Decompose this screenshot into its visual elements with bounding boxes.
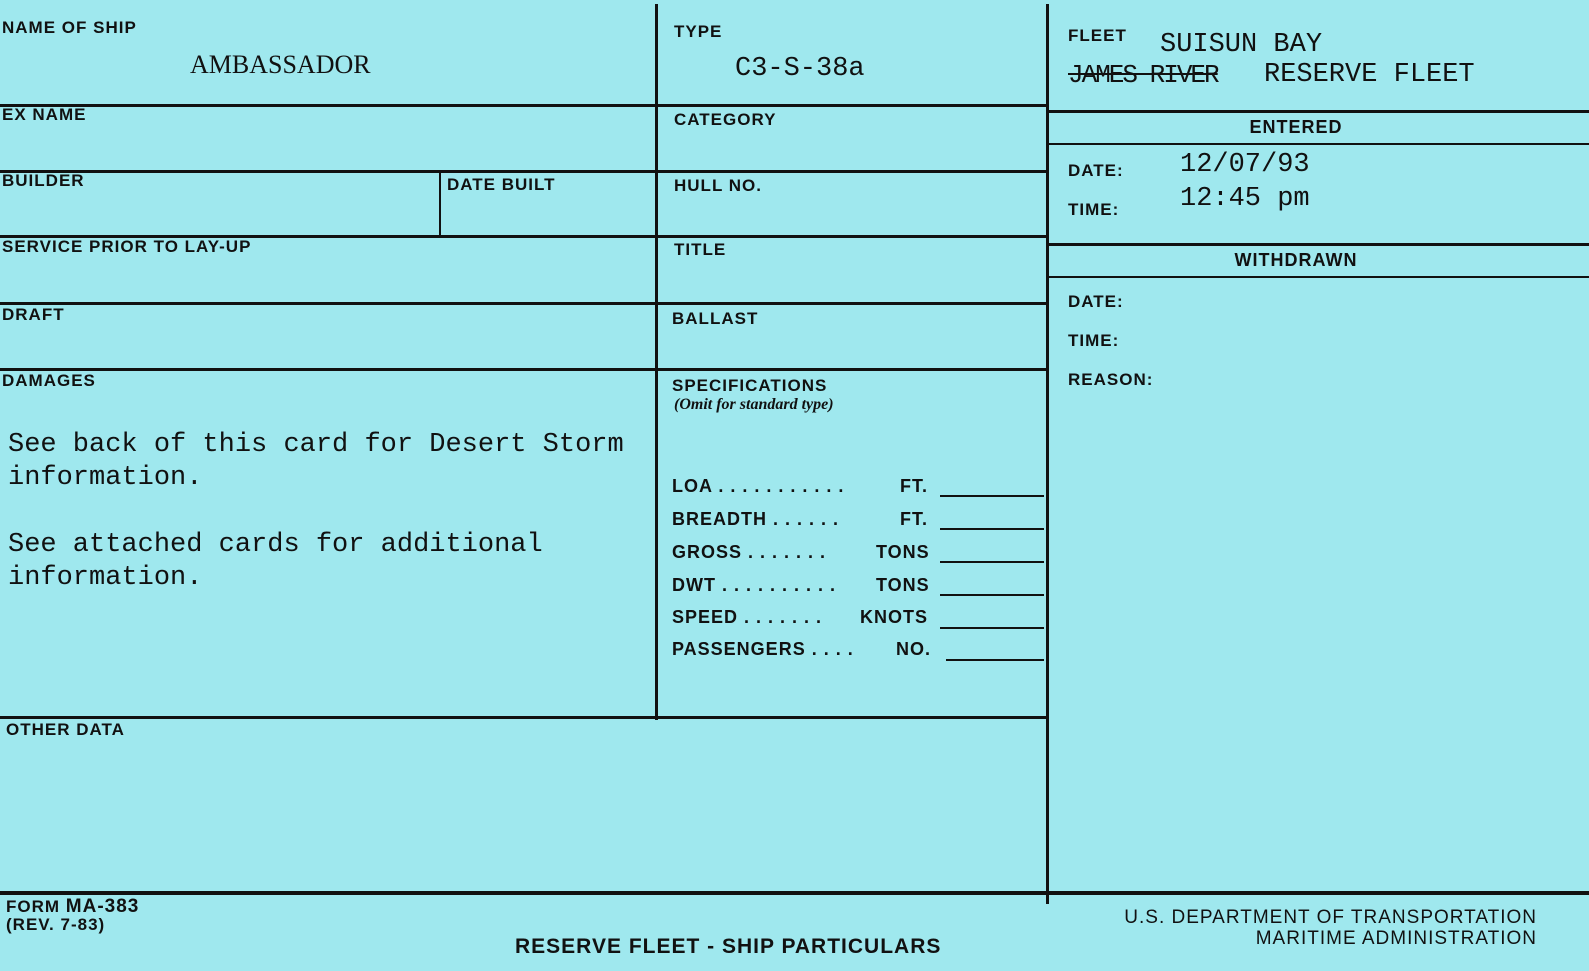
entered-time-value: 12:45 pm [1180, 184, 1310, 214]
spec-field-dwt [940, 594, 1044, 596]
spec-field-passengers [946, 659, 1044, 661]
department-name: U.S. DEPARTMENT OF TRANSPORTATION [1124, 907, 1537, 928]
spec-label: DWT . . . . . . . . . . [672, 575, 837, 595]
spec-unit: KNOTS [860, 607, 928, 627]
spec-row-dwt [672, 575, 930, 596]
form-revision: (REV. 7-83) [6, 915, 106, 934]
damages-note-2: See attached cards for additional [8, 530, 543, 560]
entered-date-value: 12/07/93 [1180, 150, 1310, 180]
divider-left-column [655, 4, 658, 720]
label-ex-name: EX NAME [2, 105, 87, 124]
divider-builder-date [439, 172, 441, 236]
rule-row2 [0, 170, 1046, 173]
label-fleet: FLEET [1068, 26, 1127, 45]
form-prefix: FORM [6, 897, 61, 916]
spec-label: LOA . . . . . . . . . . . [672, 476, 845, 496]
fleet-line1-value: SUISUN BAY [1160, 30, 1323, 60]
spec-row-breadth [672, 509, 928, 530]
spec-row-gross [672, 542, 930, 563]
label-withdrawn-time: TIME: [1068, 331, 1120, 350]
administration-name: MARITIME ADMINISTRATION [1255, 928, 1537, 949]
spec-label: BREADTH . . . . . . [672, 509, 840, 529]
spec-unit: NO. [896, 639, 932, 659]
damages-note-1b: information. [8, 463, 203, 493]
damages-note-2b: information. [8, 563, 203, 593]
divider-right-column [1046, 4, 1049, 904]
rule-row6 [0, 716, 1046, 719]
label-name-of-ship: NAME OF SHIP [2, 18, 137, 37]
spec-unit: FT. [900, 509, 928, 529]
spec-label: GROSS . . . . . . . [672, 542, 827, 562]
label-withdrawn: WITHDRAWN [1234, 250, 1358, 270]
label-damages: DAMAGES [2, 371, 96, 390]
spec-field-gross [940, 561, 1044, 563]
form-title: RESERVE FLEET - SHIP PARTICULARS [515, 935, 942, 958]
spec-field-speed [940, 627, 1044, 629]
rule-right-1 [1046, 110, 1589, 113]
label-entered-time: TIME: [1068, 200, 1120, 219]
label-reason: REASON: [1068, 370, 1154, 389]
ship-name-value: AMBASSADOR [190, 50, 371, 79]
spec-row-loa [672, 476, 928, 497]
spec-field-breadth [940, 528, 1044, 530]
label-date-built: DATE BUILT [447, 175, 556, 194]
rule-row5 [0, 368, 1046, 371]
rule-right-4 [1046, 276, 1589, 278]
label-hull-no: HULL NO. [674, 176, 762, 195]
fleet-line2-value: RESERVE FLEET [1264, 60, 1475, 90]
rule-bottom [0, 891, 1589, 895]
label-draft: DRAFT [2, 305, 65, 324]
rule-row1 [0, 104, 1046, 107]
label-category: CATEGORY [674, 110, 777, 129]
label-builder: BUILDER [2, 171, 85, 190]
spec-unit: TONS [876, 575, 930, 595]
label-ballast: BALLAST [672, 309, 759, 328]
label-service-prior: SERVICE PRIOR TO LAY-UP [2, 237, 252, 256]
omit-note: (Omit for standard type) [674, 396, 834, 413]
damages-note-1: See back of this card for Desert Storm [8, 430, 624, 460]
spec-row-passengers [672, 639, 932, 660]
spec-label: SPEED . . . . . . . [672, 607, 823, 627]
spec-label: PASSENGERS . . . . [672, 639, 854, 659]
rule-right-2 [1046, 143, 1589, 145]
label-specifications: SPECIFICATIONS [672, 376, 828, 395]
label-entered-date: DATE: [1068, 161, 1124, 180]
label-type: TYPE [674, 22, 723, 41]
rule-right-3 [1046, 243, 1589, 246]
type-value: C3-S-38a [735, 54, 865, 84]
form-code: MA-383 [65, 896, 140, 917]
label-withdrawn-date: DATE: [1068, 292, 1124, 311]
fleet-struck-value: JAMES RIVER [1068, 60, 1218, 90]
spec-unit: FT. [900, 476, 928, 496]
rule-row4 [0, 302, 1046, 305]
label-other-data: OTHER DATA [6, 720, 125, 739]
spec-unit: TONS [876, 542, 930, 562]
label-title: TITLE [674, 240, 727, 259]
spec-row-speed [672, 607, 928, 628]
label-entered: ENTERED [1249, 117, 1343, 137]
spec-field-loa [940, 495, 1044, 497]
